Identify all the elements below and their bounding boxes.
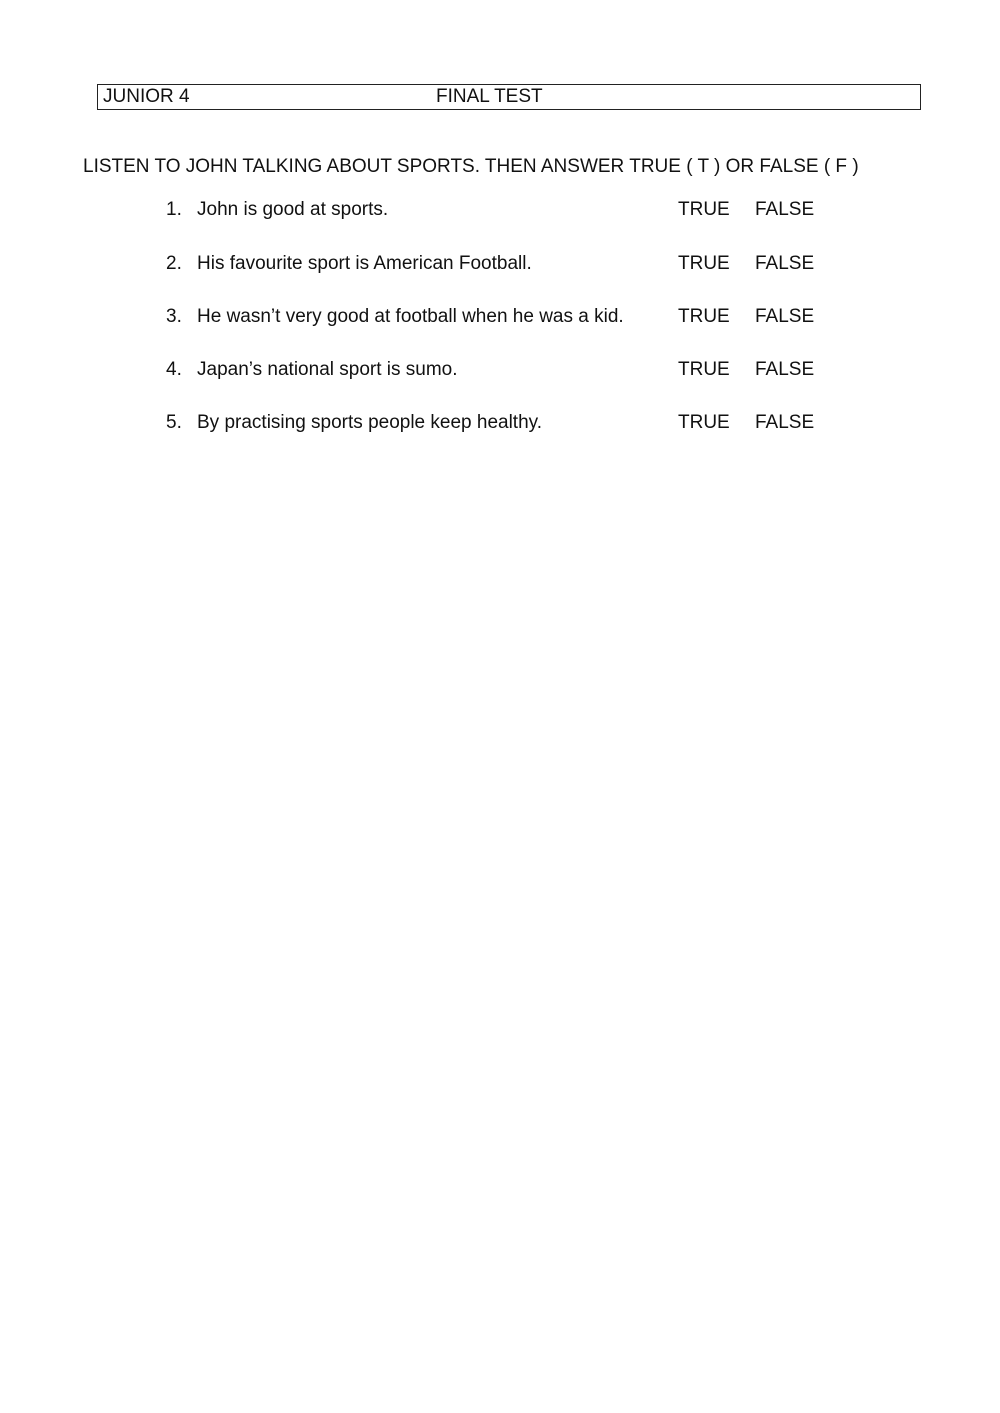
question-number: 3. <box>166 306 182 327</box>
question-number: 1. <box>166 199 182 220</box>
false-option[interactable]: FALSE <box>755 253 815 274</box>
question-row <box>166 411 846 435</box>
question-text: Japan’s national sport is sumo. <box>197 359 458 380</box>
test-title: FINAL TEST <box>436 86 543 107</box>
false-option[interactable]: FALSE <box>755 199 815 220</box>
question-number: 2. <box>166 253 182 274</box>
question-row <box>166 252 846 276</box>
question-text: By practising sports people keep healthy. <box>197 412 543 433</box>
false-option[interactable]: FALSE <box>755 359 815 380</box>
question-text: John is good at sports. <box>197 199 389 220</box>
false-option[interactable]: FALSE <box>755 306 815 327</box>
instruction-text: LISTEN TO JOHN TALKING ABOUT SPORTS. THEN ANSWER TRUE ( T ) OR FALSE ( F ) <box>83 156 859 177</box>
true-option[interactable]: TRUE <box>678 199 730 220</box>
question-text: His favourite sport is American Football. <box>197 253 532 274</box>
question-number: 5. <box>166 412 182 433</box>
true-option[interactable]: TRUE <box>678 412 730 433</box>
question-row <box>166 358 846 382</box>
question-row <box>166 305 846 329</box>
true-option[interactable]: TRUE <box>678 359 730 380</box>
true-option[interactable]: TRUE <box>678 253 730 274</box>
header-box <box>97 84 921 110</box>
question-number: 4. <box>166 359 182 380</box>
true-option[interactable]: TRUE <box>678 306 730 327</box>
level-label: JUNIOR 4 <box>103 86 190 107</box>
question-text: He wasn’t very good at football when he was a kid. <box>197 306 624 327</box>
false-option[interactable]: FALSE <box>755 412 815 433</box>
question-row <box>166 198 846 222</box>
